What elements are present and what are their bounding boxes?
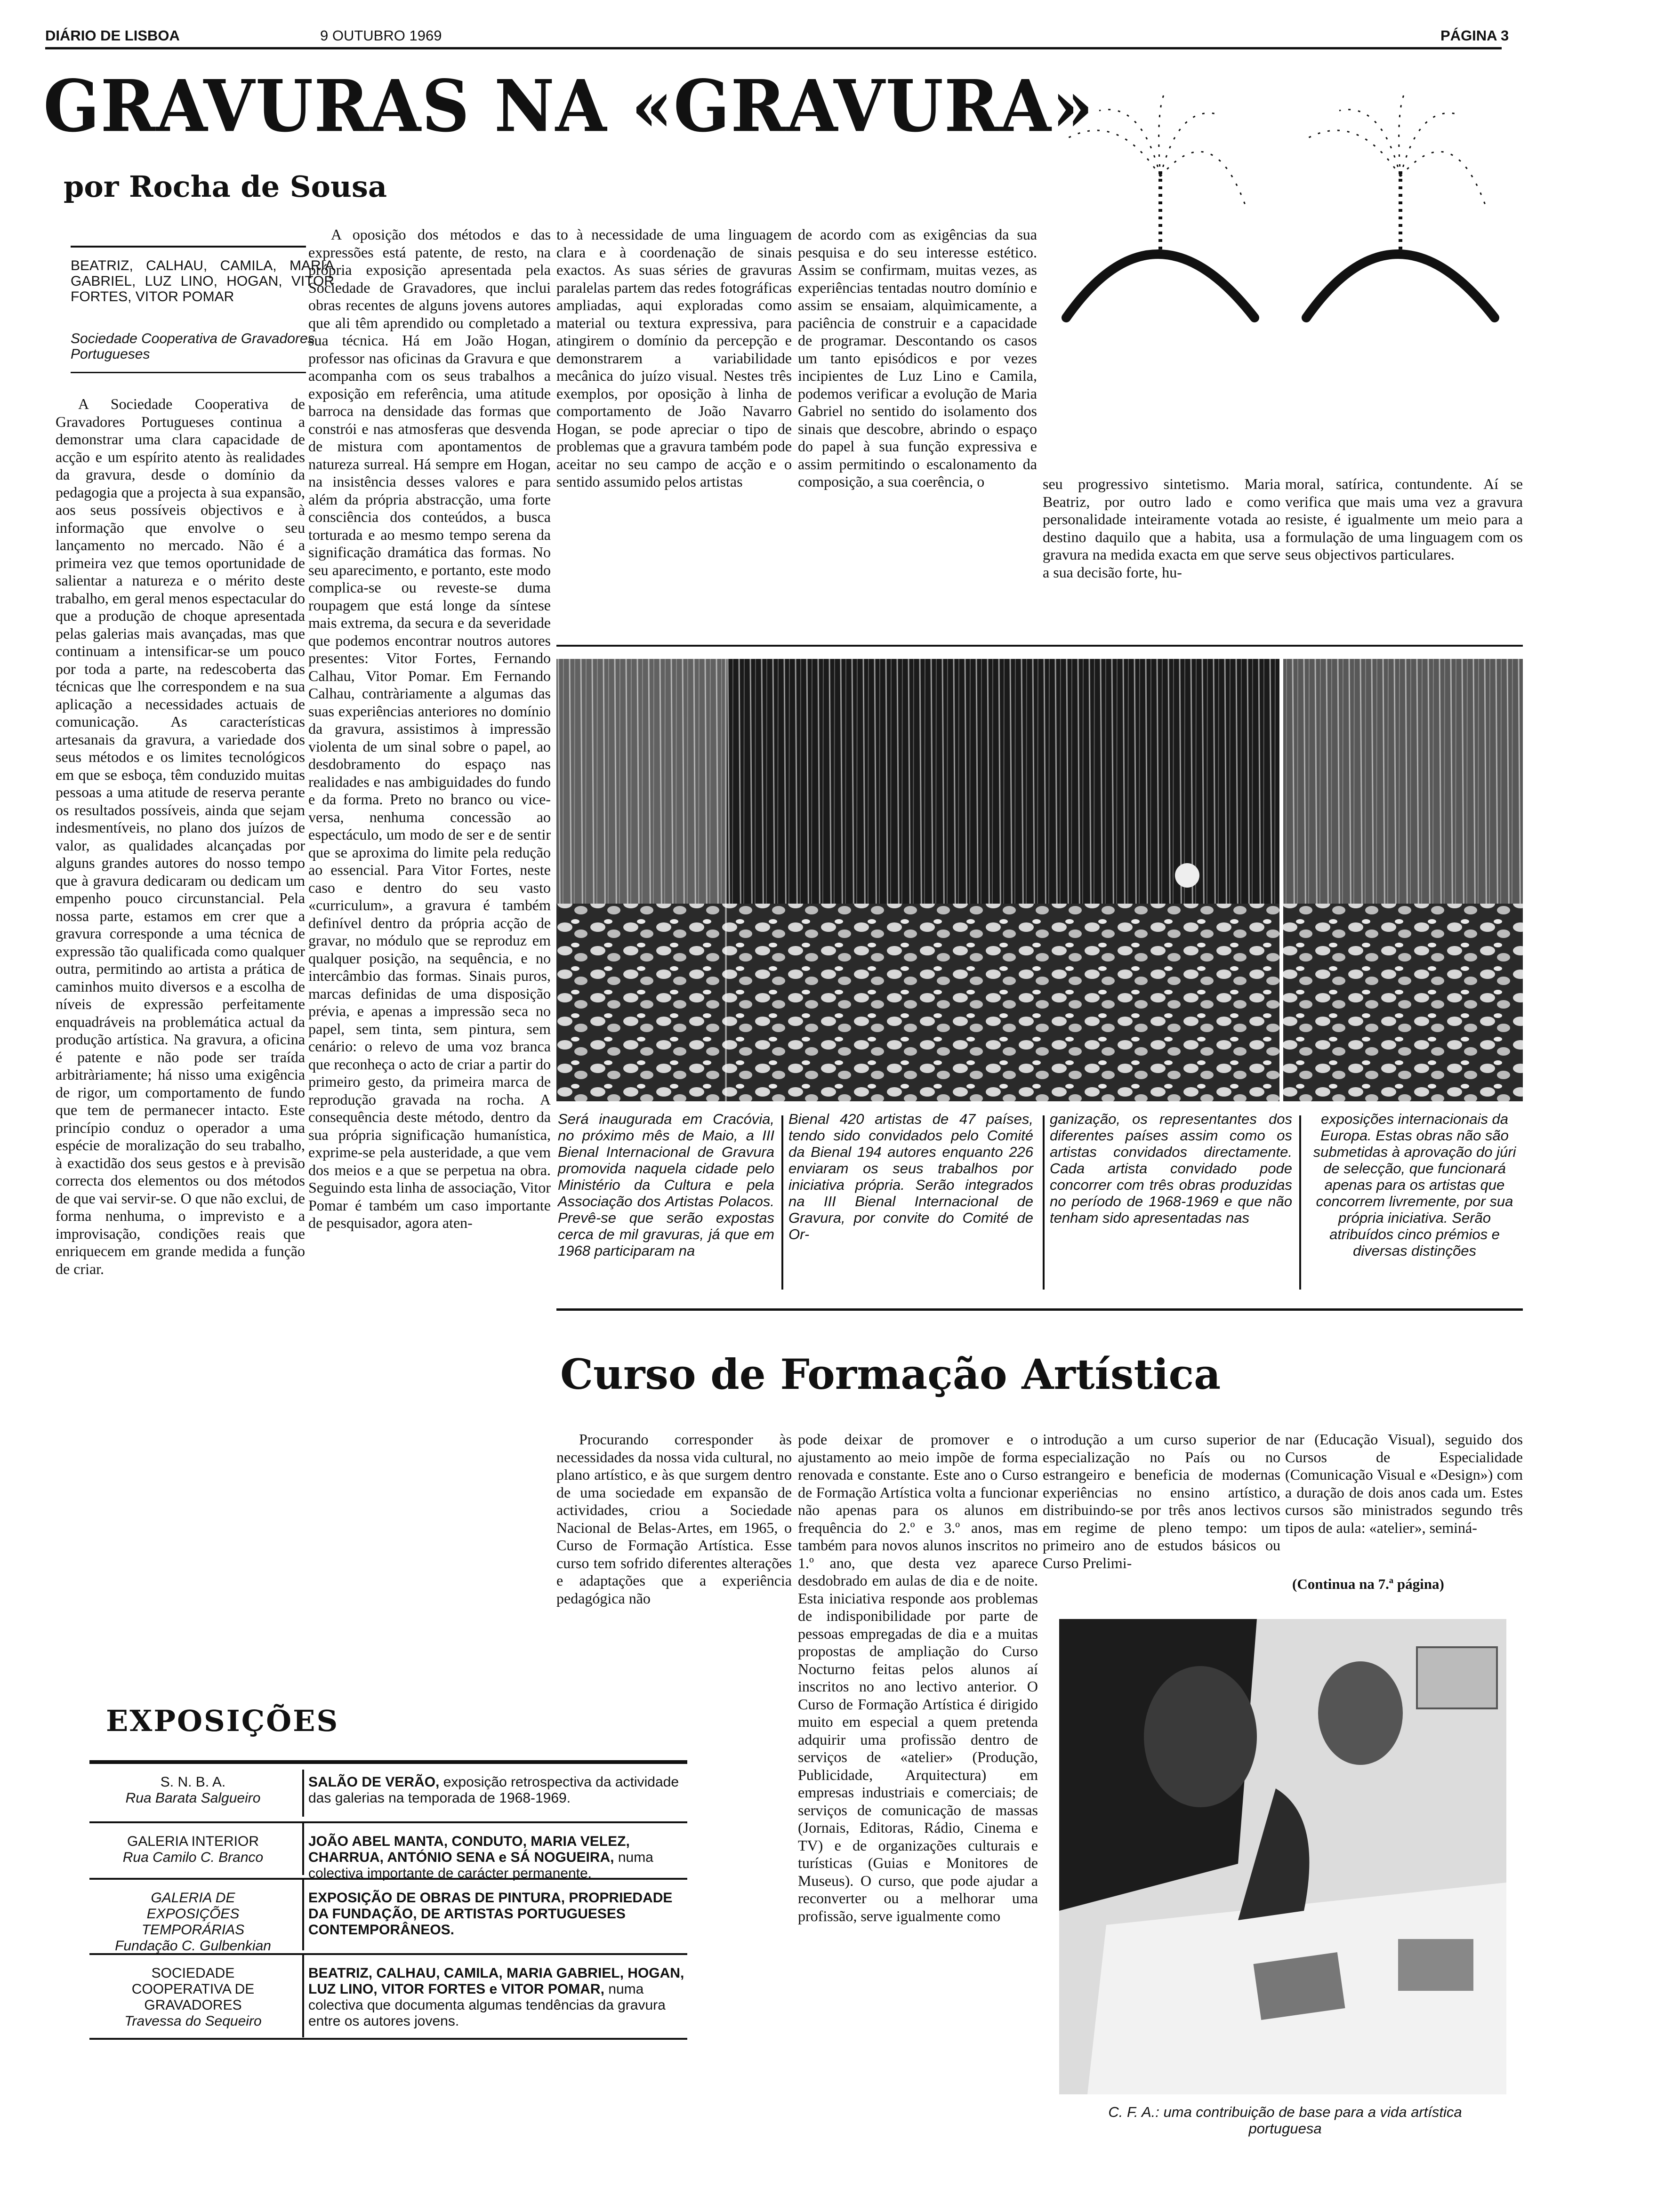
exhibition-venue-address: Travessa do Sequeiro xyxy=(124,2013,262,2029)
exhibition-row xyxy=(89,1878,687,1954)
article-column-6 xyxy=(1285,475,1523,631)
exhibition-row xyxy=(89,1770,687,1817)
bienal-caption-1: Será inaugurada em Cracóvia, no próximo mês de Maio, a III Bienal Internacional de Gravura promovida naquela cidade pelo Ministério da Cultura e pela Associação dos Artistas Polacos. Prevê-se que serão expostas cerca de mil gravuras, já que em 1968 participaram na xyxy=(558,1111,774,1259)
caption-divider-1 xyxy=(781,1115,783,1290)
exhibition-description xyxy=(308,1774,685,1806)
exhibition-venue-address: Rua Barata Salgueiro xyxy=(125,1790,261,1806)
article-column-5-text: seu progressivo sintetismo. Maria Beatriz, por outro lado e como personalidade inteiramente votada ao destino daquilo que a habita, usa a gravura na medida exacta em que serve a sua decisão forte, hu- xyxy=(1043,475,1280,581)
exhibition-venue-cell xyxy=(89,1834,297,1866)
exhibition-description xyxy=(308,1890,685,1938)
bienal-caption-2: Bienal 420 artistas de 47 países, tendo sido convidados pelo Comité da Bienal 194 autores enquanto 226 enviaram os seus trabalhos por iniciativa própria. Serão integrados na III Bienal Internacional de Gravura, por convite do Comité de Or- xyxy=(788,1111,1033,1242)
exhibition-text: numa colectiva importante de carácter permanente. xyxy=(308,1850,653,1881)
article-column-4 xyxy=(798,226,1037,631)
course-column-3-text: introdução a um curso superior de especialização no País ou no estrangeiro e beneficia de modernas experiências no ensino artístico, distribuindo-se por três anos lectivos em regime de pleno tempo: um primeiro ano de estudos básicos ou Curso Prelimi- xyxy=(1043,1431,1280,1571)
exhibition-artists: BEATRIZ, CALHAU, CAMILA, MARIA GABRIEL, LUZ LINO, HOGAN, VITOR FORTES, VITOR POMAR xyxy=(71,258,334,305)
article-column-2-text: A oposição dos métodos e das expressões está patente, de resto, na própria exposição apresentada pela Sociedade de Gravadores, que inclui obras recentes de alguns jovens autores que ali têm aprendido ou completado a sua técnica. Há em João Hogan, professor nas oficinas da Gravura e que acompanha com os seus trabalhos a exposição em referência, uma atitude barroca na densidade das formas que constrói e nas atmosferas que desvenda de mistura com apontamentos de natureza surreal. Há sempre em Hogan, na insistência desses valores e para além da própria abstracção, uma forte consciência dos conteúdos, a busca torturada e ao mesmo tempo serena da significação dramática das formas. No seu aparecimento, e portanto, este modo complica-se ou reveste-se duma roupagem que está longe da síntese mais extrema, da secura e da severidade que podemos encontrar noutros autores presentes: Vitor Fortes, Fernando Calhau, Vitor Pomar. Em Fernando Calhau, contràriamente a algumas das suas experiências anteriores no domínio da gravura, assistimos à impressão violenta de um sinal sobre o papel, ao desdobramento do espaço nas realidades e nas ambiguidades do fundo e da forma. Preto no branco ou vice-versa, nenhuma concessão ao espectáculo, um modo de ser e de sentir que se aproxima do limite pela redução ao essencial. Para Vitor Fortes, neste caso e dentro do seu vasto «curriculum», a gravura é também definível dentro da própria acção de gravar, no módulo que se reproduz em qualquer posição, na sequência, e no intercâmbio das formas. Sinais puros, marcas definidas de uma disposição prévia, e apenas a impressão seca no papel, sem tinta, sem pintura, sem cenário: o relevo de uma voz branca que reconheça o acto de criar a partir do primeiro gesto, da primeira marca de reprodução gravada na rocha. A consequência deste método, dentro da sua própria significação humanística, exprime-se pela austeridade, a que vem dos meios e a que se perpetua na obra. Seguindo esta linha de associação, Vitor Pomar é também um caso importante de pesquisador, agora aten- xyxy=(308,226,551,1231)
caption-divider-2 xyxy=(1043,1115,1045,1290)
exhibition-row xyxy=(89,1821,687,1881)
exhibition-text: numa colectiva que documenta algumas tendências da gravura entre os autores jovens. xyxy=(308,1981,666,2029)
exhibitions-top-rule xyxy=(89,1760,687,1764)
bienal-caption-4: exposições internacionais da Europa. Estas obras não são submetidas à aprovação do júri de selecção, que funcionará apenas para os artistas que concorrem livremente, por sua própria iniciativa. Serão atribuídos cinco prémios e diversas distinções xyxy=(1313,1111,1516,1259)
fountain-right xyxy=(1306,92,1495,318)
exhibition-text: exposição retrospectiva da actividade das galerias na temporada de 1968-1969. xyxy=(308,1774,679,1806)
header-rule xyxy=(45,47,1502,49)
photo-strip-rule xyxy=(556,645,1523,647)
exhibitions-title: EXPOSIÇÕES xyxy=(106,1704,339,1738)
exhibition-venue-address: Fundação C. Gulbenkian xyxy=(115,1938,271,1954)
exhibition-lead: BEATRIZ, CALHAU, CAMILA, MARIA GABRIEL, HOGAN, LUZ LINO, VITOR FORTES e VITOR POMAR, xyxy=(308,1965,684,1997)
subhead-rule-bottom xyxy=(71,372,306,373)
article-title: GRAVURAS NA «GRAVURA» xyxy=(43,64,1094,148)
exhibition-cell-divider xyxy=(302,1955,304,2037)
course-column-2 xyxy=(798,1431,1038,2108)
exhibition-venue-cell xyxy=(89,1774,297,1806)
issue-date: 9 OUTUBRO 1969 xyxy=(320,27,442,44)
article-column-4-text: de acordo com as exigências da sua pesquisa e do seu interesse estético. Assim se confirmam, muitas vezes, as experiências tentadas noutro domínio e assim se ensaiam, alquìmicamente, a paciência de construir e a capacidade de programar. Descontando os casos um tanto episódicos e por vezes incipientes de Luz Lino e Camila, podemos verificar a evolução de Maria Gabriel no sentido do isolamento dos sinais que descobre, abrindo o espaço do papel à sua função expressiva e assim permitindo o escalonamento da composição, a sua coerência, o xyxy=(798,226,1037,490)
article-column-5 xyxy=(1043,475,1280,631)
exhibition-cell-divider xyxy=(302,1823,304,1875)
page-number: PÁGINA 3 xyxy=(1440,27,1509,44)
subhead-rule-top xyxy=(71,246,306,248)
engraving-photo xyxy=(556,659,1523,1101)
bienal-caption-3: ganização, os representantes dos diferentes países assim como os artistas convidados directamente. Cada artista convidado pode concorrer com três obras produzidas no período de 1968-1969 e que não tenham sido apresentadas nas xyxy=(1050,1111,1292,1226)
caption-divider-3 xyxy=(1299,1115,1301,1290)
article-column-3 xyxy=(556,226,792,631)
engraving-photo-art xyxy=(556,659,1523,1101)
course-photo xyxy=(1059,1619,1506,2094)
exhibitions-bottom-rule xyxy=(89,2038,687,2040)
exhibition-venue-cell xyxy=(89,1890,297,1954)
article-byline: por Rocha de Sousa xyxy=(64,169,387,204)
exhibition-venue-name: SOCIEDADE COOPERATIVA DE GRAVADORES xyxy=(131,1965,255,2013)
exhibition-venue: Sociedade Cooperativa de Gravadores Portugueses xyxy=(71,331,315,362)
course-article-title: Curso de Formação Artística xyxy=(560,1350,1221,1399)
fountain-left xyxy=(1066,92,1255,318)
course-column-1-text: Procurando corresponder às necessidades da nossa vida cultural, no plano artístico, e às que surgem dentro de uma sociedade em expansão de actividades, criou a Sociedade Nacional de Belas-Artes, em 1965, o Curso de Formação Artística. Esse curso tem sofrido diferentes alterações e adaptações que a experiência pedagógica não xyxy=(556,1431,792,1607)
exhibition-venue-name: S. N. B. A. xyxy=(160,1774,226,1790)
article-column-2 xyxy=(308,226,551,1657)
exhibition-venue-address: Rua Camilo C. Branco xyxy=(122,1850,264,1865)
newspaper-name: DIÁRIO DE LISBOA xyxy=(45,27,180,44)
exhibition-cell-divider xyxy=(302,1770,304,1817)
caption-bottom-rule xyxy=(556,1308,1523,1311)
exhibition-cell-divider xyxy=(302,1880,304,1950)
exhibition-lead: EXPOSIÇÃO DE OBRAS DE PINTURA, PROPRIEDADE DA FUNDAÇÃO, DE ARTISTAS PORTUGUESES CONTEMPORÂNEOS. xyxy=(308,1890,673,1938)
exhibition-venue-cell xyxy=(89,1965,297,2029)
course-column-3 xyxy=(1043,1431,1280,1600)
exhibition-lead: JOÃO ABEL MANTA, CONDUTO, MARIA VELEZ, CHARRUA, ANTÓNIO SENA e SÁ NOGUEIRA, xyxy=(308,1834,630,1865)
course-column-1 xyxy=(556,1431,792,1657)
exhibition-venue-name: GALERIA DE EXPOSIÇÕES TEMPORÁRIAS xyxy=(141,1890,245,1938)
course-photo-art xyxy=(1059,1619,1506,2094)
exhibition-row xyxy=(89,1953,687,2037)
article-column-1-text: A Sociedade Cooperativa de Gravadores Portugueses continua a demonstrar uma clara capacidade de acção e um espírito atento às realidades da gravura, desde o domínio da pedagogia que a projecta à sua expansão, aos seus possíveis objectivos e à informação que envolve o seu lançamento no mercado. Não é a primeira vez que temos oportunidade de salientar a natureza e o mérito deste trabalho, em geral menos espectacular do que a produção de choque apresentada pelas galerias mais avançadas, mas que continuam a intensificar-se um pouco por toda a parte, na redescoberta das técnicas que lhe correspondem e na sua aplicação a necessidades actuais de comunicação. As características artesanais da gravura, a variedade dos seus métodos e os limites tecnológicos em que se esboça, têm conduzido muitas pessoas a uma atitude de reserva perante os resultados possíveis, ainda que sejam indesmentíveis, no plano dos juízos de valor, as qualidades alcançadas por alguns grandes autores do nosso tempo que à gravura dedicaram ou dedicam um empenho pouco circunstancial. Pela nossa parte, estamos em crer que a gravura corresponde a uma técnica de expressão tão qualificada como qualquer outra, permitindo ao artista a prática de caminhos muito diversos e a escolha de níveis de expressão perfeitamente enquadráveis na problemática actual da produção artística. Na gravura, a oficina é patente e não pode ser traída arbitràriamente; há nisso uma exigência de rigor, um comportamento de fundo que tem de permanecer intacto. Este princípio conduz o operador a uma espécie de moralização do seu trabalho, à exactidão dos seus gestos e à previsão correcta dos elementos ou dos métodos de que vai servir-se. O que não exclui, de forma nenhuma, o imprevisto e a improvisação, condições reais que enriquecem em grande medida a função de criar. xyxy=(56,395,305,1277)
fountain-illustration xyxy=(1047,82,1528,449)
exhibition-venue-name: GALERIA INTERIOR xyxy=(127,1834,259,1849)
article-column-3-text: to à necessidade de uma linguagem clara e à coordenação de sinais exactos. As suas séries de gravuras paralelas partem das redes fotográficas ampliadas, aqui exploradas como material ou textura expressiva, para atingirem o domínio da percepção e demonstrarem a variabilidade mecânica do juízo visual. Nestes três exemplos, por oposição à linha de comportamento de João Navarro Hogan, se pode apreciar o tipo de problemas que a gravura também pode aceitar no seu campo de acção e o sentido assumido pelos artistas xyxy=(556,226,792,490)
article-column-6-text: moral, satírica, contundente. Aí se verifica que mais uma vez a gravura resiste, é igualmente um meio para a formulação de uma linguagem com os seus objectivos particulares. xyxy=(1285,475,1523,563)
exhibition-description xyxy=(308,1965,685,2029)
article-column-1 xyxy=(56,395,305,1657)
continued-note: (Continua na 7.ª página) xyxy=(1292,1576,1444,1592)
course-column-4 xyxy=(1285,1431,1523,1563)
course-column-4-text: nar (Educação Visual), seguido dos Cursos de Especialidade (Comunicação Visual e «Design») com a duração de dois anos cada um. Estes cursos são ministrados segundo três tipos de aula: «atelier», seminá- xyxy=(1285,1431,1523,1536)
course-column-2-text: pode deixar de promover e o ajustamento ao meio impõe de forma renovada e constante. Este ano o Curso de Formação Artística volta a funcionar não apenas para os alunos em frequência do 2.º e 3.º anos, mas também para novos alunos inscritos no 1.º ano, que desta vez aparece desdobrado em aulas de dia e de noite. Esta iniciativa responde aos problemas de indisponibilidade por parte de pessoas empregadas de dia e a muitas propostas de ampliação do Curso Nocturno feitas pelos alunos aí inscritos no ano lectivo anterior. O Curso de Formação Artística é dirigido muito em especial a quem pretenda adquirir uma profissão dentro de serviços de «atelier» (Produção, Publicidade, Arquitectura) em empresas industriais e comerciais; de serviços de comunicação de massas (Jornais, Editoras, Rádio, Cinema e TV) e de organizações culturais e turísticas (Guias e Monitores de Museus). O curso, que pode ajudar a reconverter ou a melhorar uma profissão, serve igualmente como xyxy=(798,1431,1038,1924)
exhibition-description xyxy=(308,1834,685,1882)
exhibition-lead: SALÃO DE VERÃO, xyxy=(308,1774,440,1790)
course-photo-caption: C. F. A.: uma contribuição de base para a vida artística portuguesa xyxy=(1108,2104,1462,2137)
